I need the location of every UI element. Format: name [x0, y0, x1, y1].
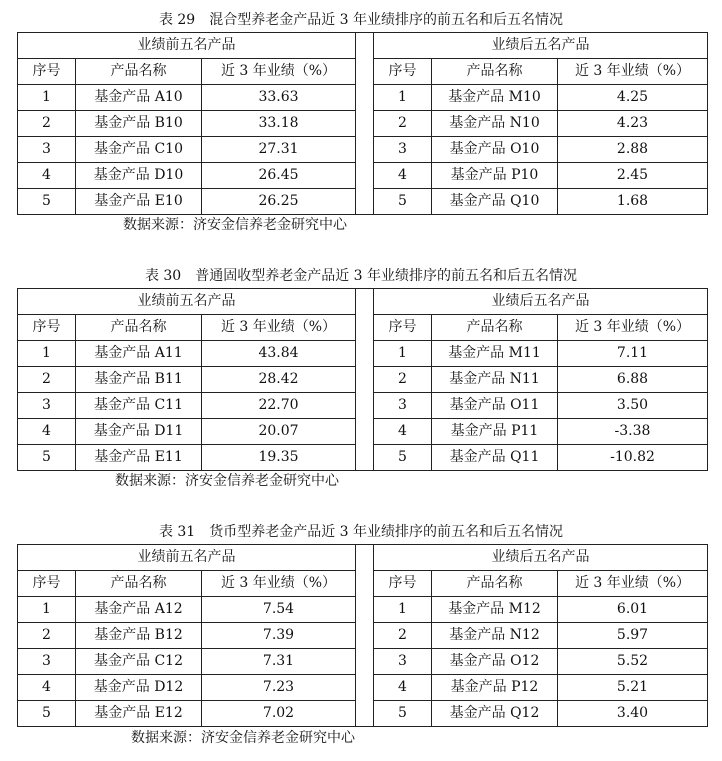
top-perf-cell: 7.54	[202, 597, 356, 623]
top-perf-cell: 20.07	[202, 419, 356, 445]
bottom-rank-cell: 1	[374, 85, 432, 111]
group-header-row	[18, 33, 708, 59]
bottom-perf-cell: 5.21	[558, 675, 708, 701]
bottom-rank-cell: 5	[374, 445, 432, 471]
top-name-cell: 基金产品 A11	[76, 341, 202, 367]
bottom-name-cell: 基金产品 P10	[432, 163, 558, 189]
top-perf-cell: 43.84	[202, 341, 356, 367]
bottom-group-header: 业绩后五名产品	[374, 289, 708, 315]
col-header-perf: 近 3 年业绩（%）	[558, 571, 708, 597]
top-rank-cell: 2	[18, 367, 76, 393]
bottom-name-cell: 基金产品 Q10	[432, 189, 558, 215]
top-group-header: 业绩前五名产品	[18, 545, 356, 571]
top-rank-cell: 3	[18, 649, 76, 675]
performance-table	[17, 544, 708, 727]
table-number: 表 30	[144, 268, 182, 284]
table-number: 表 31	[158, 524, 196, 540]
bottom-name-cell: 基金产品 M10	[432, 85, 558, 111]
bottom-rank-cell: 5	[374, 189, 432, 215]
bottom-name-cell: 基金产品 M11	[432, 341, 558, 367]
col-header-perf: 近 3 年业绩（%）	[202, 59, 356, 85]
table-caption	[0, 521, 722, 543]
top-name-cell: 基金产品 D10	[76, 163, 202, 189]
bottom-rank-cell: 1	[374, 597, 432, 623]
top-rank-cell: 1	[18, 597, 76, 623]
top-rank-cell: 5	[18, 701, 76, 727]
bottom-rank-cell: 3	[374, 137, 432, 163]
bottom-name-cell: 基金产品 N11	[432, 367, 558, 393]
bottom-rank-cell: 2	[374, 623, 432, 649]
top-perf-cell: 7.02	[202, 701, 356, 727]
bottom-rank-cell: 3	[374, 393, 432, 419]
col-header-perf: 近 3 年业绩（%）	[558, 59, 708, 85]
top-group-header: 业绩前五名产品	[18, 33, 356, 59]
bottom-rank-cell: 2	[374, 367, 432, 393]
top-perf-cell: 26.25	[202, 189, 356, 215]
top-rank-cell: 4	[18, 419, 76, 445]
col-header-rank: 序号	[374, 571, 432, 597]
bottom-perf-cell: 1.68	[558, 189, 708, 215]
top-group-header: 业绩前五名产品	[18, 289, 356, 315]
col-header-name: 产品名称	[76, 59, 202, 85]
top-perf-cell: 28.42	[202, 367, 356, 393]
data-source-note: 数据来源：济安金信养老金研究中心	[123, 217, 347, 233]
bottom-name-cell: 基金产品 Q12	[432, 701, 558, 727]
bottom-rank-cell: 4	[374, 419, 432, 445]
top-rank-cell: 1	[18, 341, 76, 367]
col-header-rank: 序号	[374, 59, 432, 85]
bottom-perf-cell: 7.11	[558, 341, 708, 367]
group-header-row	[18, 289, 708, 315]
top-name-cell: 基金产品 E10	[76, 189, 202, 215]
table-title: 混合型养老金产品近 3 年业绩排序的前五名和后五名情况	[209, 12, 564, 28]
table-caption	[0, 9, 722, 31]
group-header-row	[18, 545, 708, 571]
col-header-perf: 近 3 年业绩（%）	[558, 315, 708, 341]
top-name-cell: 基金产品 C12	[76, 649, 202, 675]
top-rank-cell: 4	[18, 163, 76, 189]
top-name-cell: 基金产品 D11	[76, 419, 202, 445]
bottom-name-cell: 基金产品 M12	[432, 597, 558, 623]
top-name-cell: 基金产品 B10	[76, 111, 202, 137]
bottom-perf-cell: 4.25	[558, 85, 708, 111]
bottom-rank-cell: 5	[374, 701, 432, 727]
top-name-cell: 基金产品 C11	[76, 393, 202, 419]
top-rank-cell: 2	[18, 623, 76, 649]
column-gap	[356, 289, 374, 471]
data-source-note: 数据来源：济安金信养老金研究中心	[115, 473, 339, 489]
top-rank-cell: 5	[18, 445, 76, 471]
top-name-cell: 基金产品 B12	[76, 623, 202, 649]
column-gap	[356, 545, 374, 727]
bottom-rank-cell: 1	[374, 341, 432, 367]
col-header-perf: 近 3 年业绩（%）	[202, 315, 356, 341]
top-perf-cell: 19.35	[202, 445, 356, 471]
bottom-rank-cell: 4	[374, 163, 432, 189]
bottom-rank-cell: 2	[374, 111, 432, 137]
bottom-perf-cell: 3.40	[558, 701, 708, 727]
bottom-perf-cell: 5.52	[558, 649, 708, 675]
col-header-rank: 序号	[374, 315, 432, 341]
table-title: 普通固收型养老金产品近 3 年业绩排序的前五名和后五名情况	[195, 268, 578, 284]
bottom-perf-cell: 6.01	[558, 597, 708, 623]
top-rank-cell: 1	[18, 85, 76, 111]
top-perf-cell: 7.39	[202, 623, 356, 649]
column-gap	[356, 33, 374, 215]
top-perf-cell: 33.63	[202, 85, 356, 111]
table-title: 货币型养老金产品近 3 年业绩排序的前五名和后五名情况	[209, 524, 564, 540]
bottom-name-cell: 基金产品 P12	[432, 675, 558, 701]
bottom-name-cell: 基金产品 O10	[432, 137, 558, 163]
col-header-rank: 序号	[18, 571, 76, 597]
bottom-rank-cell: 3	[374, 649, 432, 675]
top-perf-cell: 27.31	[202, 137, 356, 163]
bottom-name-cell: 基金产品 N12	[432, 623, 558, 649]
bottom-name-cell: 基金产品 Q11	[432, 445, 558, 471]
top-perf-cell: 33.18	[202, 111, 356, 137]
top-name-cell: 基金产品 E12	[76, 701, 202, 727]
top-rank-cell: 5	[18, 189, 76, 215]
bottom-name-cell: 基金产品 N10	[432, 111, 558, 137]
top-name-cell: 基金产品 E11	[76, 445, 202, 471]
bottom-perf-cell: 3.50	[558, 393, 708, 419]
top-name-cell: 基金产品 A10	[76, 85, 202, 111]
top-perf-cell: 22.70	[202, 393, 356, 419]
top-rank-cell: 3	[18, 137, 76, 163]
bottom-perf-cell: 4.23	[558, 111, 708, 137]
col-header-name: 产品名称	[76, 571, 202, 597]
bottom-group-header: 业绩后五名产品	[374, 545, 708, 571]
col-header-name: 产品名称	[432, 59, 558, 85]
bottom-perf-cell: -10.82	[558, 445, 708, 471]
top-name-cell: 基金产品 A12	[76, 597, 202, 623]
col-header-name: 产品名称	[76, 315, 202, 341]
bottom-perf-cell: 2.88	[558, 137, 708, 163]
bottom-perf-cell: 5.97	[558, 623, 708, 649]
bottom-perf-cell: 2.45	[558, 163, 708, 189]
top-name-cell: 基金产品 C10	[76, 137, 202, 163]
col-header-rank: 序号	[18, 315, 76, 341]
top-rank-cell: 3	[18, 393, 76, 419]
bottom-name-cell: 基金产品 O11	[432, 393, 558, 419]
col-header-name: 产品名称	[432, 315, 558, 341]
performance-table	[17, 288, 708, 471]
performance-table	[17, 32, 708, 215]
top-name-cell: 基金产品 B11	[76, 367, 202, 393]
bottom-rank-cell: 4	[374, 675, 432, 701]
data-source-note: 数据来源：济安金信养老金研究中心	[131, 730, 355, 746]
col-header-perf: 近 3 年业绩（%）	[202, 571, 356, 597]
top-rank-cell: 4	[18, 675, 76, 701]
top-perf-cell: 26.45	[202, 163, 356, 189]
col-header-name: 产品名称	[432, 571, 558, 597]
bottom-name-cell: 基金产品 P11	[432, 419, 558, 445]
bottom-perf-cell: -3.38	[558, 419, 708, 445]
bottom-perf-cell: 6.88	[558, 367, 708, 393]
bottom-group-header: 业绩后五名产品	[374, 33, 708, 59]
top-perf-cell: 7.23	[202, 675, 356, 701]
bottom-name-cell: 基金产品 O12	[432, 649, 558, 675]
table-caption	[0, 265, 722, 287]
col-header-rank: 序号	[18, 59, 76, 85]
top-name-cell: 基金产品 D12	[76, 675, 202, 701]
table-number: 表 29	[158, 12, 196, 28]
top-rank-cell: 2	[18, 111, 76, 137]
top-perf-cell: 7.31	[202, 649, 356, 675]
